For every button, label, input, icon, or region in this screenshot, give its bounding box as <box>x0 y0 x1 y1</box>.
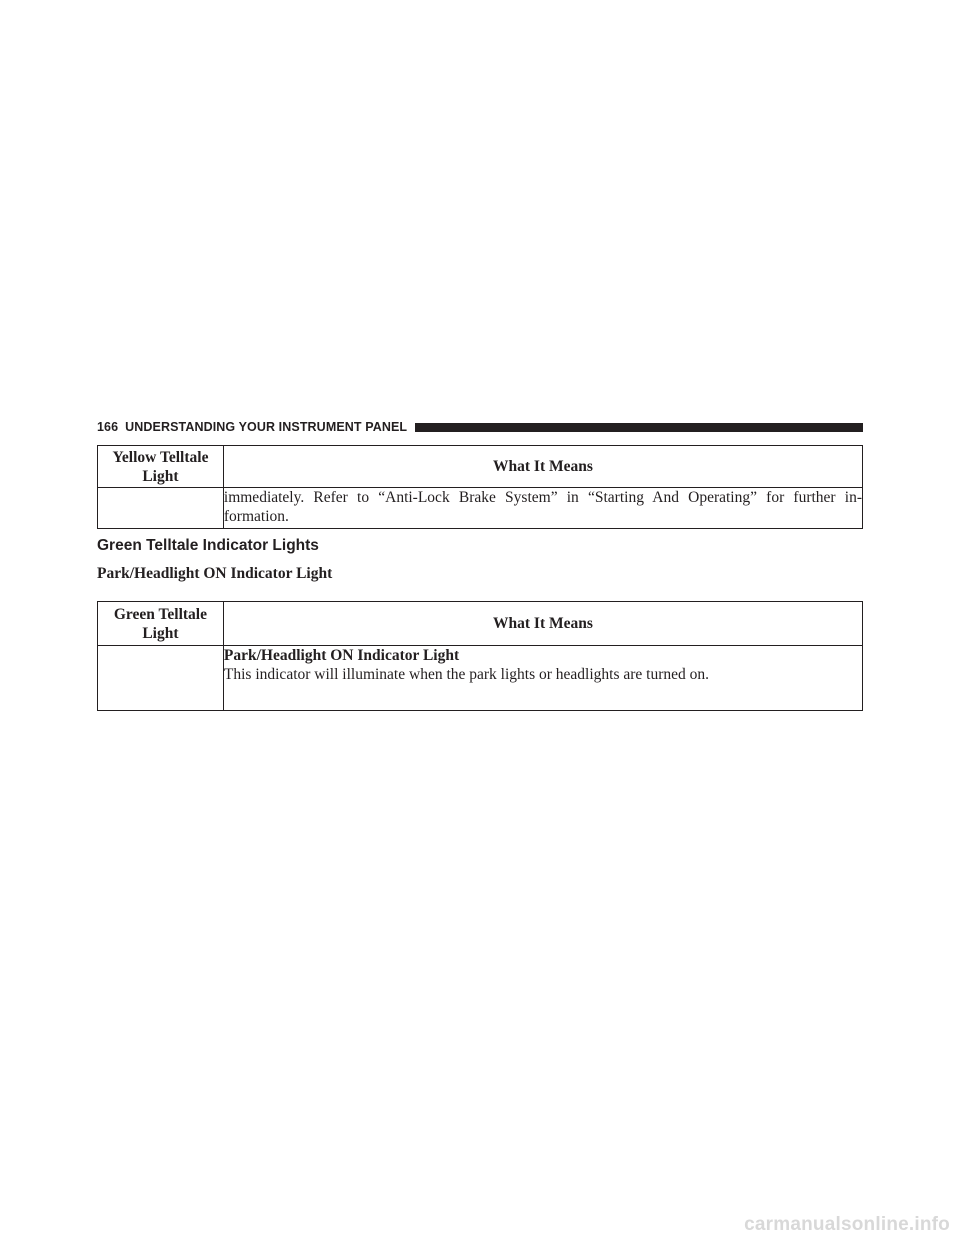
meaning-cell <box>223 646 862 711</box>
telltale-icon-cell <box>98 646 224 711</box>
page-number: 166 <box>97 420 119 434</box>
column-header-light-label: Yellow Telltale Light <box>112 448 209 485</box>
item-description: This indicator will illuminate when the park lights or headlights are turned on. <box>223 666 710 683</box>
telltale-icon-cell <box>98 488 224 529</box>
sub-heading: Park/Headlight ON Indicator Light <box>97 565 333 582</box>
column-header-meaning: What It Means <box>223 602 862 646</box>
page-header <box>97 419 863 435</box>
table-header-row <box>98 602 863 646</box>
watermark: carmanualsonline.info <box>744 1214 950 1235</box>
green-telltale-table <box>97 601 863 711</box>
meaning-text: immediately. Refer to “Anti-Lock Brake System” in “Starting And Operating” for further in-formation. <box>223 488 862 529</box>
section-title: UNDERSTANDING YOUR INSTRUMENT PANEL <box>125 420 408 434</box>
table-header-row <box>98 446 863 488</box>
section-heading: Green Telltale Indicator Lights <box>97 537 319 554</box>
table-row <box>98 488 863 529</box>
column-header-light-label: Green Telltale Light <box>113 605 207 642</box>
table-row <box>98 646 863 711</box>
header-rule <box>415 423 863 432</box>
column-header-meaning: What It Means <box>223 446 862 488</box>
item-title: Park/Headlight ON Indicator Light <box>223 647 460 664</box>
yellow-telltale-table <box>97 445 863 529</box>
column-header-light <box>98 446 224 488</box>
column-header-light <box>98 602 224 646</box>
